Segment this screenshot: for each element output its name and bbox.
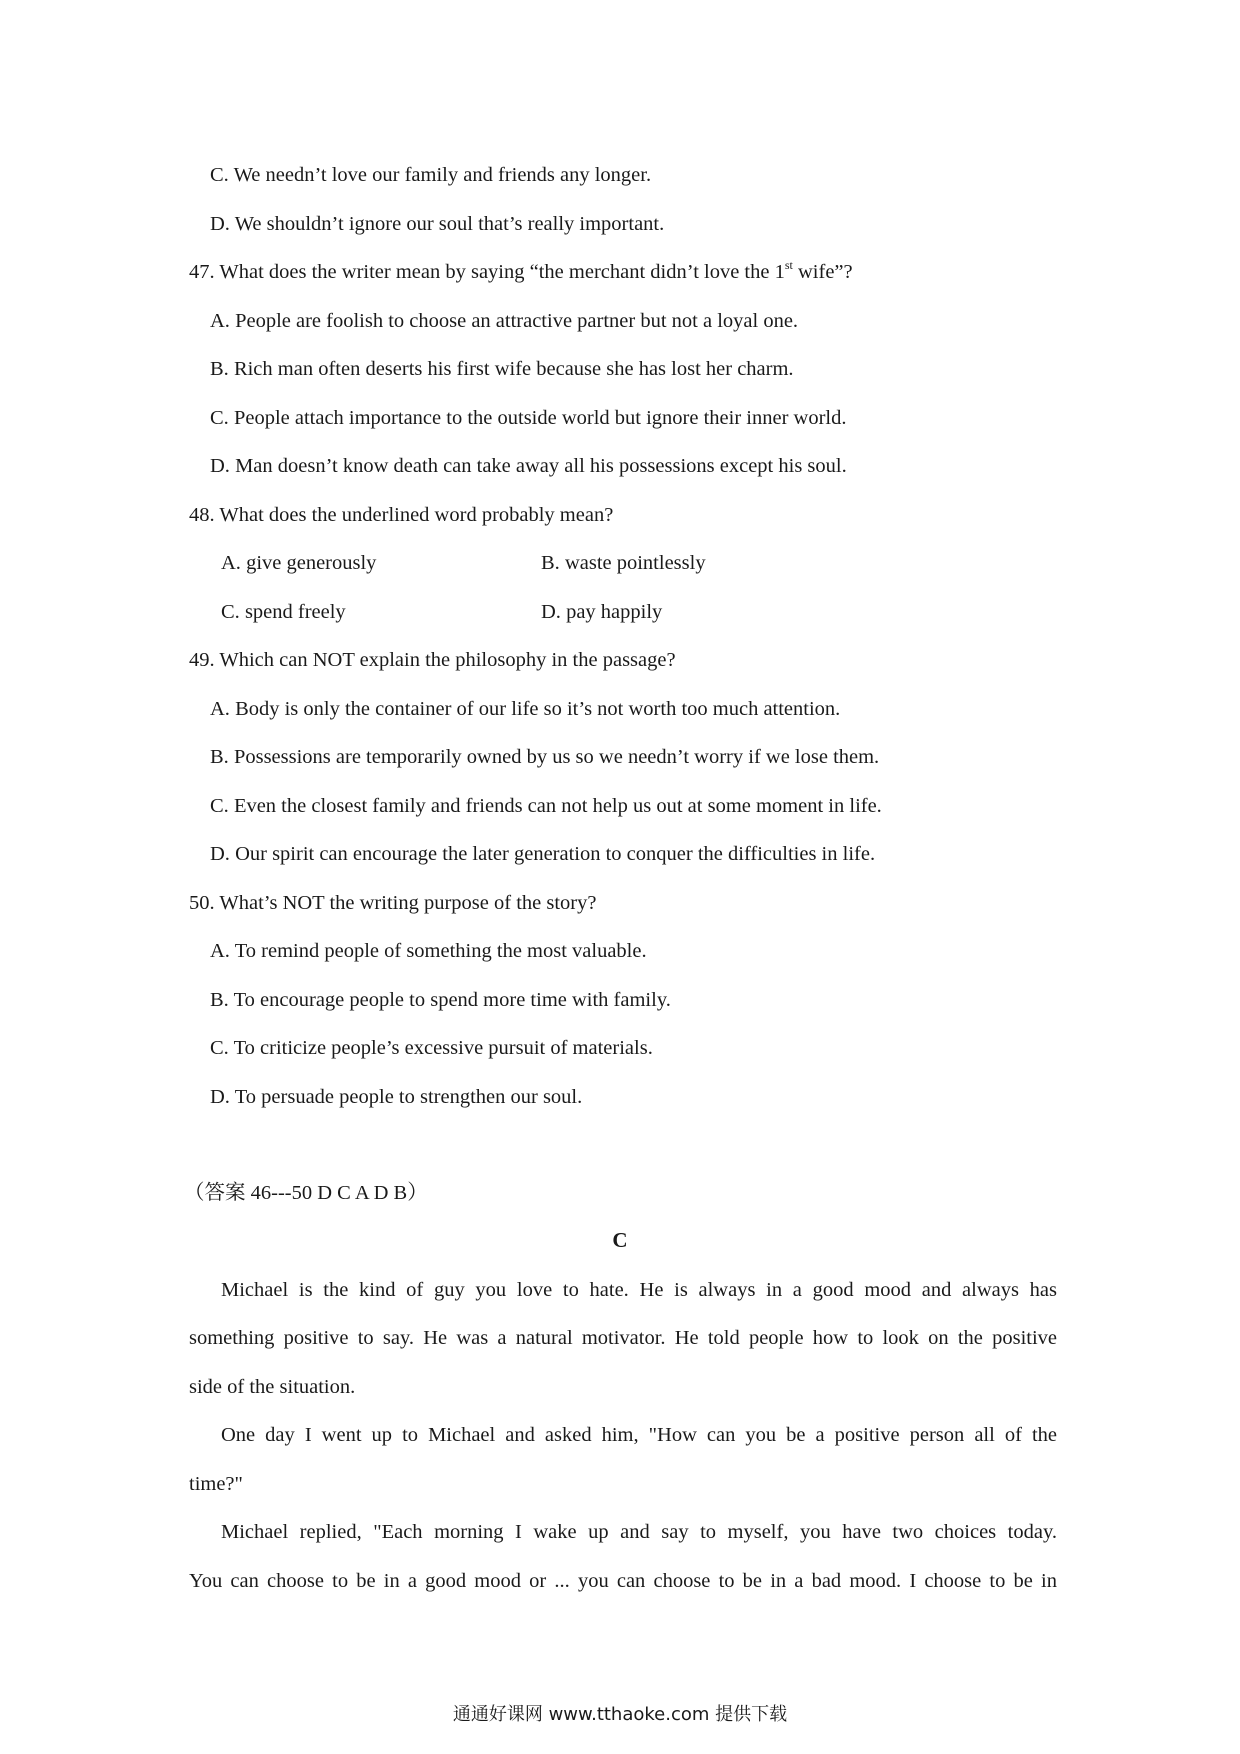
- q47-option-c: C. People attach importance to the outside world but ignore their inner world.: [210, 407, 847, 429]
- answer-note: （答案 46---50 D C A D B）: [184, 1182, 428, 1204]
- q46-option-c: C. We needn’t love our family and friends any longer.: [210, 164, 652, 186]
- q50-option-a: A. To remind people of something the most valuable.: [210, 940, 647, 962]
- q47-option-b: B. Rich man often deserts his first wife because she has lost her charm.: [210, 358, 794, 380]
- q50-stem: 50. What’s NOT the writing purpose of the story?: [189, 892, 597, 914]
- q50-option-c: C. To criticize people’s excessive pursuit of materials.: [210, 1037, 653, 1059]
- paragraph-line: Michael replied, "Each morning I wake up and say to myself, you have two choices today.: [221, 1521, 1057, 1543]
- q47-option-d: D. Man doesn’t know death can take away all his possessions except his soul.: [210, 455, 847, 477]
- section-heading: C: [612, 1228, 628, 1252]
- q49-option-a: A. Body is only the container of our life so it’s not worth too much attention.: [210, 698, 841, 720]
- q48-option-c: C. spend freely: [221, 601, 346, 623]
- q47-stem: 47. What does the writer mean by saying “the merchant didn’t love the 1st wife”?: [189, 258, 853, 283]
- q47-option-a: A. People are foolish to choose an attractive partner but not a loyal one.: [210, 310, 799, 332]
- paragraph-line: Michael is the kind of guy you love to hate. He is always in a good mood and always has: [221, 1279, 1057, 1301]
- paragraph-line: One day I went up to Michael and asked him, "How can you be a positive person all of the: [221, 1424, 1057, 1446]
- q48-option-b: B. waste pointlessly: [541, 552, 706, 574]
- paragraph-line: time?": [189, 1473, 243, 1495]
- q49-stem: 49. Which can NOT explain the philosophy in the passage?: [189, 649, 676, 671]
- q46-option-d: D. We shouldn’t ignore our soul that’s really important.: [210, 213, 665, 235]
- paragraph-line: side of the situation.: [189, 1376, 356, 1398]
- q49-option-d: D. Our spirit can encourage the later generation to conquer the difficulties in life.: [210, 843, 876, 865]
- q48-stem: 48. What does the underlined word probably mean?: [189, 504, 614, 526]
- paragraph-line: You can choose to be in a good mood or ... you can choose to be in a bad mood. I choose to be in: [189, 1570, 1057, 1592]
- q49-option-b: B. Possessions are temporarily owned by us so we needn’t worry if we lose them.: [210, 746, 880, 768]
- q50-option-b: B. To encourage people to spend more time with family.: [210, 989, 671, 1011]
- q48-option-a: A. give generously: [221, 552, 377, 574]
- q48-option-d: D. pay happily: [541, 601, 663, 623]
- paragraph-line: something positive to say. He was a natural motivator. He told people how to look on the positive: [189, 1327, 1057, 1349]
- q49-option-c: C. Even the closest family and friends can not help us out at some moment in life.: [210, 795, 882, 817]
- q50-option-d: D. To persuade people to strengthen our soul.: [210, 1086, 583, 1108]
- page-footer: 通通好课网 www.tthaoke.com 提供下载: [452, 1704, 788, 1725]
